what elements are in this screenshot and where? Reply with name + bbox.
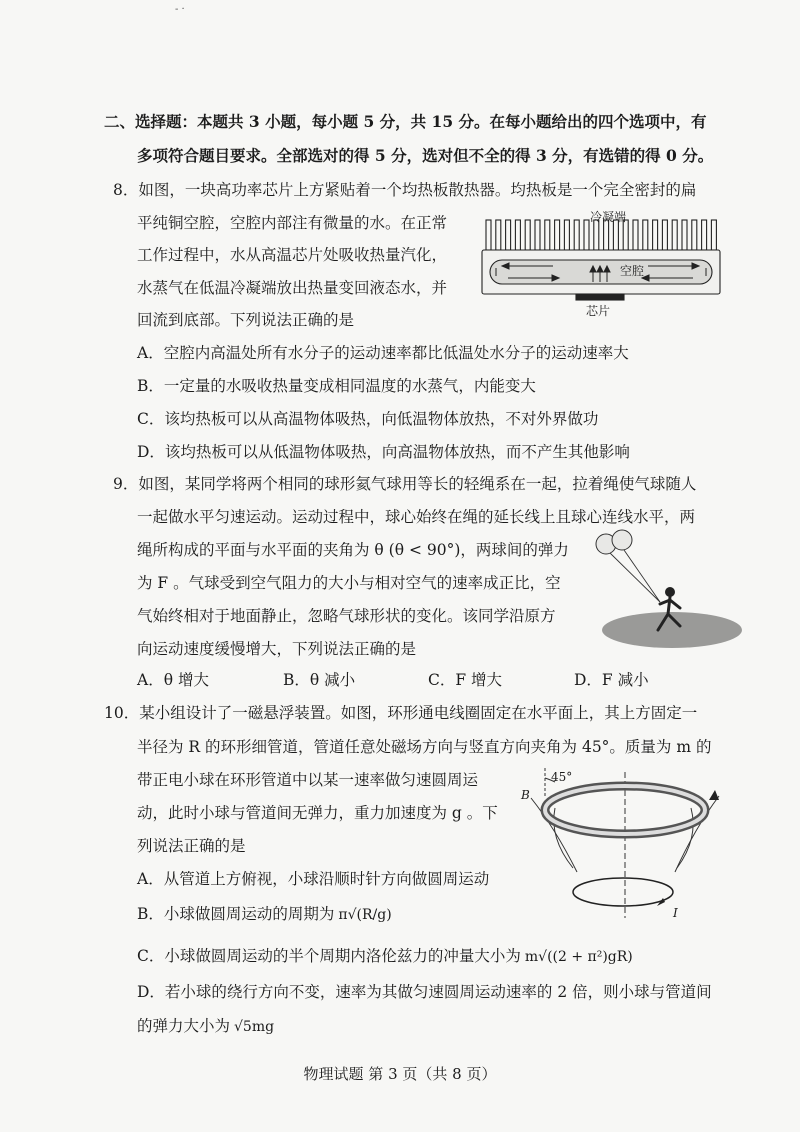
q10-line-5: 列说法正确的是 (137, 837, 246, 855)
q10-option-b-formula: π√(R/g) (338, 907, 392, 923)
q10-line-1: 10．某小组设计了一磁悬浮装置。如图，环形通电线圈固定在水平面上，其上方固定一 (104, 704, 698, 722)
q8-option-d: D．该均热板可以从低温物体吸热，向高温物体放热，而不产生其他影响 (137, 443, 630, 461)
heat-sink-fin (711, 220, 716, 250)
q8-option-b: B．一定量的水吸收热量变成相同温度的水蒸气，内能变大 (137, 377, 536, 395)
q10-option-b-text: B．小球做圆周运动的周期为 (137, 905, 335, 923)
q10-option-d-text: 的弹力大小为 (137, 1017, 231, 1035)
q10-line-4: 动，此时小球与管道间无弹力，重力加速度为 g 。下 (137, 804, 498, 822)
heat-sink-fin (662, 220, 667, 250)
q10-line-3: 带正电小球在环形管道中以某一速率做匀速圆周运 (137, 771, 479, 789)
q10-option-c-formula: m√((2 + π²)gR) (524, 949, 633, 965)
q8-line-5: 回流到底部。下列说法正确的是 (137, 311, 355, 329)
q10-option-d: D．若小球的绕行方向不变，速率为其做匀速圆周运动速率的 2 倍，则小球与管道间 (137, 983, 712, 1001)
chip-label: 芯片 (586, 304, 611, 318)
cavity-label: 空腔 (620, 264, 645, 278)
heat-sink-fin (702, 220, 707, 250)
q10-option-a: A．从管道上方俯视，小球沿顺时针方向做圆周运动 (137, 870, 490, 888)
q10-option-c-text: C．小球做圆周运动的半个周期内洛伦兹力的冲量大小为 (137, 947, 521, 965)
q8-line-2: 平纯铜空腔，空腔内部注有微量的水。在正常 (137, 214, 448, 232)
heat-sink-fin (653, 220, 658, 250)
heat-sink-fin (535, 220, 540, 250)
heat-sink-fin (672, 220, 677, 250)
q8-option-c: C．该均热板可以从高温物体吸热，向低温物体放热，不对外界做功 (137, 410, 599, 428)
q9-line-1: 9．如图，某同学将两个相同的球形氦气球用等长的轻绳系在一起，拉着绳使气球随人 (113, 475, 697, 493)
scan-mark: - · (175, 4, 185, 15)
heat-sink-fin (555, 220, 560, 250)
q10-option-c (137, 946, 633, 967)
q8-option-a: A．空腔内高温处所有水分子的运动速率都比低温处水分子的运动速率大 (137, 344, 629, 362)
q8-line-1: 8．如图，一块高功率芯片上方紧贴着一个均热板散热器。均热板是一个完全密封的扁 (113, 181, 697, 199)
q8-line-3: 工作过程中，水从高温芯片处吸收热量汽化， (137, 246, 448, 264)
heat-sink-fin (574, 220, 579, 250)
q9-option-a: A．θ 增大 (137, 671, 209, 689)
q9-option-c: C．F 增大 (428, 671, 503, 689)
q10-option-d-formula: √5mg (234, 1019, 275, 1035)
q9-line-5: 气始终相对于地面静止，忽略气球形状的变化。该同学沿原方 (137, 607, 556, 625)
heat-sink-fin (486, 220, 491, 250)
field-b-label: B (521, 788, 530, 802)
heat-sink-fin (682, 220, 687, 250)
q10-line-2: 半径为 R 的环形细管道，管道任意处磁场方向与竖直方向夹角为 45°。质量为 m 的 (137, 738, 712, 756)
condensation-end-label: 冷凝端 (590, 210, 627, 224)
q10-option-d-line2 (137, 1016, 274, 1037)
q9-line-2: 一起做水平匀速运动。运动过程中，球心始终在绳的延长线上且球心连线水平，两 (137, 508, 696, 526)
heat-sink-fin (515, 220, 520, 250)
current-i-label: I (673, 906, 678, 920)
section-header-line2: 多项符合题目要求。全部选对的得 5 分，选对但不全的得 3 分，有选错的得 0 分。 (137, 146, 714, 165)
heat-sink-fin (692, 220, 697, 250)
q9-option-d: D．F 减小 (574, 671, 649, 689)
q8-line-4: 水蒸气在低温冷凝端放出热量变回液态水，并 (137, 279, 448, 297)
q9-line-4: 为 F 。气球受到空气阻力的大小与相对空气的速率成正比，空 (137, 574, 561, 592)
q9-line-3: 绳所构成的平面与水平面的夹角为 θ (θ < 90°)，两球间的弹力 (137, 541, 569, 559)
balloon-runner-figure (592, 526, 742, 652)
heat-sink-fin (545, 220, 550, 250)
q10-option-b (137, 904, 392, 925)
heat-sink-fin (633, 220, 638, 250)
maglev-ring-figure (515, 768, 730, 928)
heat-sink-fin (525, 220, 530, 250)
q9-option-b: B．θ 减小 (283, 671, 356, 689)
heat-sink-fin (643, 220, 648, 250)
angle-45-label: 45° (551, 770, 573, 784)
vapor-chamber-figure (478, 212, 728, 324)
heat-sink-fin (564, 220, 569, 250)
heat-sink-fin (506, 220, 511, 250)
heat-sink-fin (584, 220, 589, 250)
heat-sink-fin (496, 220, 501, 250)
section-header: 二、选择题：本题共 3 小题，每小题 5 分，共 15 分。在每小题给出的四个选项中，有 (104, 112, 707, 131)
page-footer: 物理试题 第 3 页（共 8 页） (303, 1065, 497, 1083)
q9-line-6: 向运动速度缓慢增大，下列说法正确的是 (137, 640, 417, 658)
